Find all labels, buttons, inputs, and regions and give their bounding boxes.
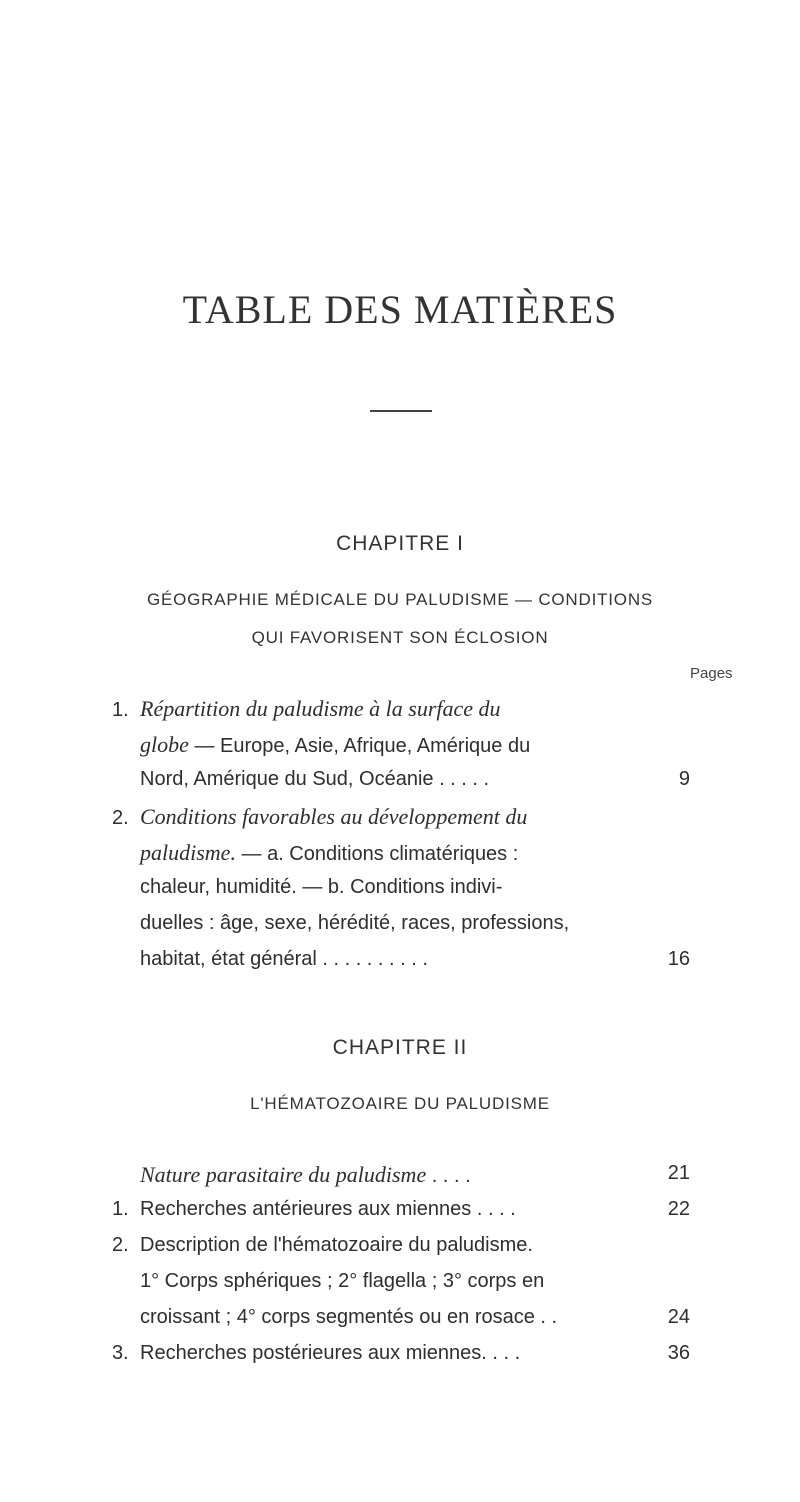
toc-entry-2-line-1: 2. Conditions favorables au développement du <box>112 804 528 829</box>
toc-entry-1-line-2: globe — Europe, Asie, Afrique, Amérique du <box>140 732 531 757</box>
toc-entry-4-line-2: 1° Corps sphériques ; 2° flagella ; 3° corps en <box>140 1270 545 1292</box>
chapter-1-subtitle-line-2: QUI FAVORISENT SON ÉCLOSION <box>251 628 549 647</box>
toc-entry-4-line-1: 2. Description de l'hématozoaire du paludisme. <box>112 1234 533 1256</box>
toc-entry-2-line-4: duelles : âge, sexe, hérédité, races, professions, <box>140 912 570 934</box>
toc-entry-4-page: 24 <box>667 1306 690 1328</box>
toc-entry-2-line-3: chaleur, humidité. — b. Conditions indivi- <box>140 876 503 898</box>
chapter-1-subtitle-line-1: GÉOGRAPHIE MÉDICALE DU PALUDISME — CONDITIONS <box>146 590 654 609</box>
toc-entry-3-page: 22 <box>667 1198 690 1220</box>
chapter-2-heading: CHAPITRE II <box>332 1036 468 1059</box>
title-divider <box>370 410 432 412</box>
toc-entry-1-line-3: Nord, Amérique du Sud, Océanie . . . . . <box>140 768 490 790</box>
toc-entry-5-page: 36 <box>667 1342 690 1364</box>
toc-entry-5-line-1: 3. Recherches postérieures aux miennes. . . . <box>112 1342 521 1364</box>
page-title: TABLE DES MATIÈRES <box>182 287 618 332</box>
toc-entry-2-page: 16 <box>667 948 690 970</box>
toc-entry-nature: Nature parasitaire du paludisme . . . . <box>140 1162 471 1187</box>
toc-entry-nature-page: 21 <box>667 1162 690 1184</box>
pages-column-label: Pages <box>690 665 733 682</box>
toc-entry-1-line-1: 1. Répartition du paludisme à la surface du <box>112 696 501 721</box>
toc-entry-4-line-3: croissant ; 4° corps segmentés ou en rosace . . <box>140 1306 558 1328</box>
toc-entry-2-line-5: habitat, état général . . . . . . . . . . <box>140 948 428 970</box>
toc-entry-1-page: 9 <box>678 768 690 790</box>
toc-entry-3-line-1: 1. Recherches antérieures aux miennes . . . . <box>112 1198 516 1220</box>
chapter-1-heading: CHAPITRE I <box>336 532 464 555</box>
toc-entry-2-line-2: paludisme. — a. Conditions climatériques : <box>140 840 519 865</box>
chapter-2-subtitle: L'HÉMATOZOAIRE DU PALUDISME <box>250 1094 550 1113</box>
